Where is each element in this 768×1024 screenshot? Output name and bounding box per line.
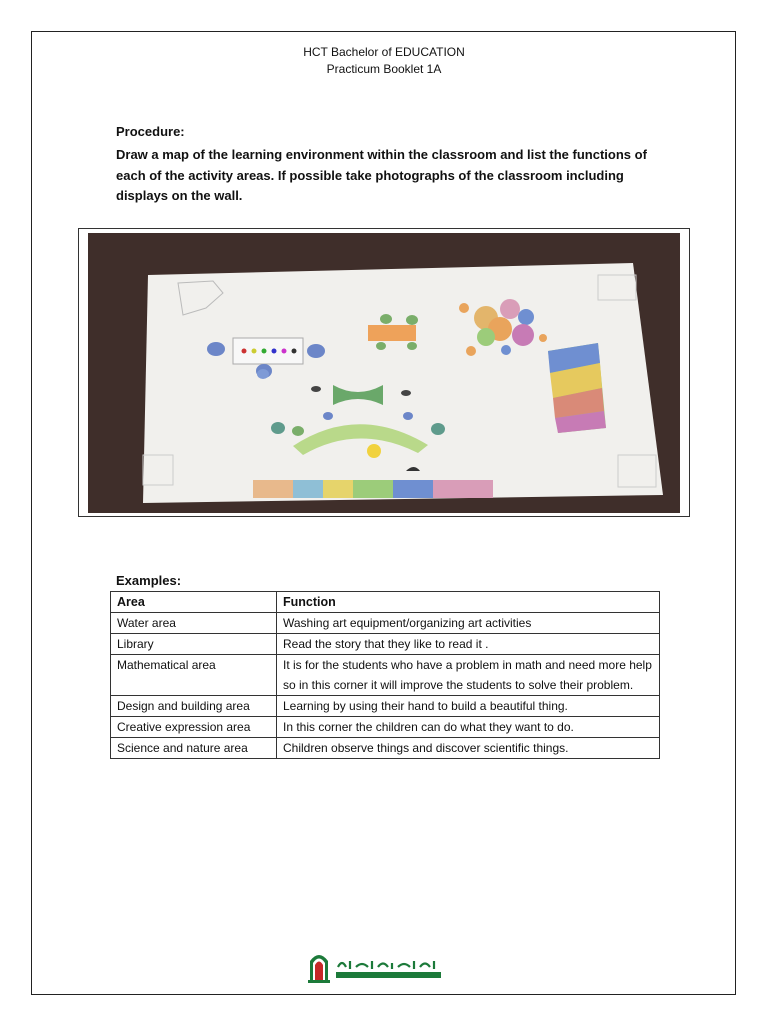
area-cell: Design and building area <box>111 696 277 717</box>
table-row <box>111 717 660 738</box>
function-cell: Children observe things and discover scientific things. <box>277 738 660 759</box>
table-row <box>111 696 660 717</box>
procedure-heading: Procedure: <box>116 124 185 139</box>
area-cell: Science and nature area <box>111 738 277 759</box>
column-header-function: Function <box>277 592 660 613</box>
table-row <box>111 655 660 696</box>
procedure-text: Draw a map of the learning environment within the classroom and list the functions of each of the activity areas. If possible take photographs of the classroom including displays on the wall. <box>116 147 647 203</box>
examples-table <box>110 591 660 759</box>
area-cell: Mathematical area <box>111 655 277 696</box>
classroom-map-drawing <box>88 233 680 513</box>
table-row <box>111 613 660 634</box>
table-row <box>111 634 660 655</box>
classroom-map-photo <box>78 228 690 517</box>
area-cell: Creative expression area <box>111 717 277 738</box>
table-header-row <box>111 592 660 613</box>
examples-heading: Examples: <box>116 573 182 588</box>
hct-logo <box>306 947 446 985</box>
function-cell: Read the story that they like to read it . <box>277 634 660 655</box>
header-subtitle: Practicum Booklet 1A <box>326 62 442 76</box>
function-cell: Learning by using their hand to build a beautiful thing. <box>277 696 660 717</box>
column-header-area: Area <box>111 592 277 613</box>
table-row <box>111 738 660 759</box>
area-cell: Water area <box>111 613 277 634</box>
area-cell: Library <box>111 634 277 655</box>
header-title: HCT Bachelor of EDUCATION <box>303 45 465 59</box>
function-cell: It is for the students who have a problem in math and need more help so in this corner it will improve the students to solve their problem. <box>277 655 660 696</box>
function-cell: In this corner the children can do what they want to do. <box>277 717 660 738</box>
function-cell: Washing art equipment/organizing art activities <box>277 613 660 634</box>
